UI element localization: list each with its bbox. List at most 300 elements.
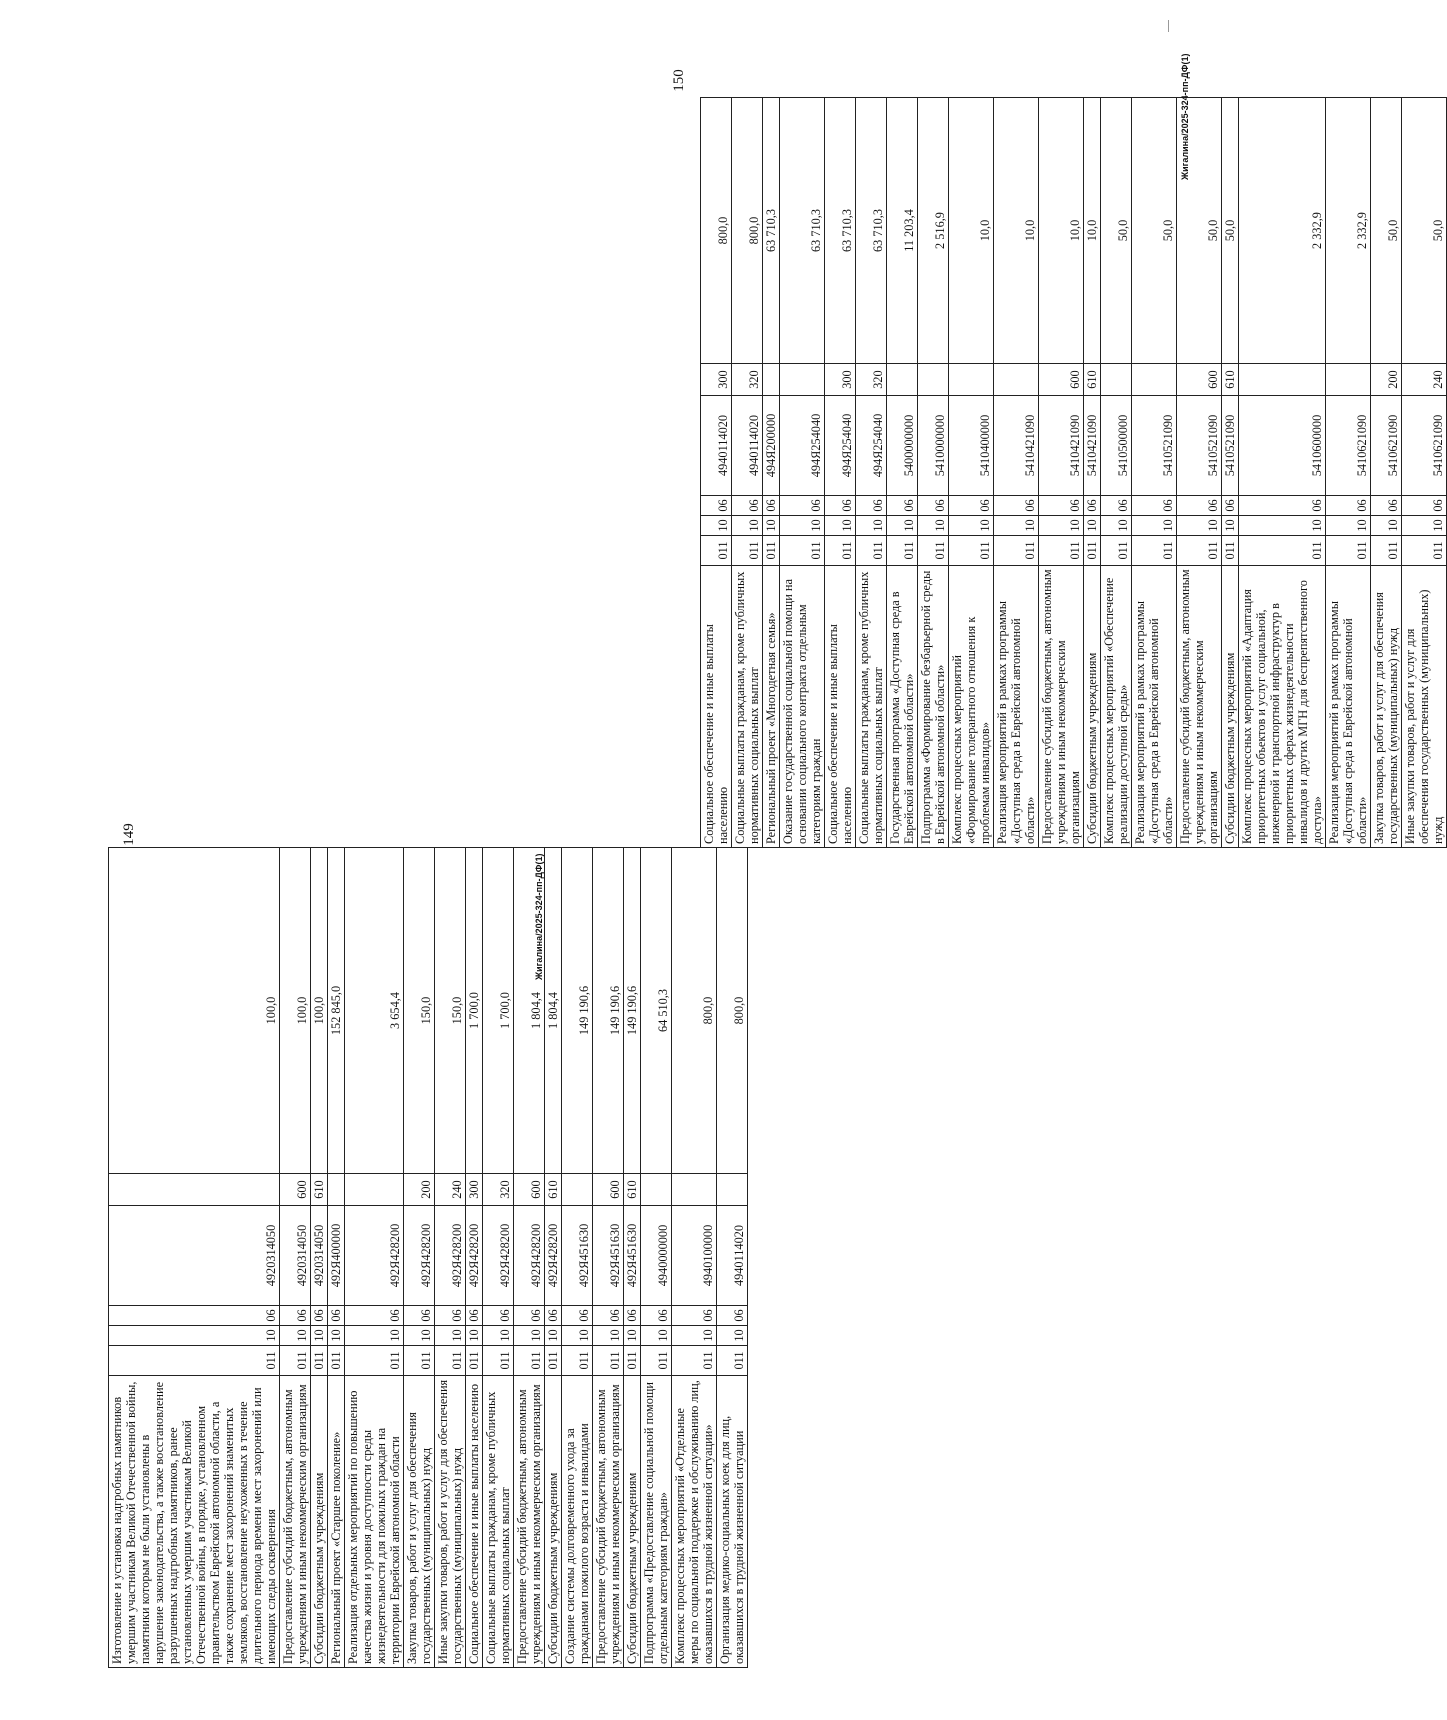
row-pr: 06	[641, 1306, 672, 1326]
row-grbs: 011	[1371, 536, 1402, 566]
row-sum: 50,0	[1101, 98, 1132, 364]
row-vr	[328, 1174, 345, 1206]
row-pr: 06	[1402, 496, 1447, 516]
footer-left: Жигалина/2025-324-пп-ДФ(1)	[534, 853, 544, 980]
row-pr: 06	[763, 496, 780, 516]
row-grbs: 011	[672, 1346, 717, 1376]
row-name: Социальное обеспечение и иные выплаты населению	[466, 1376, 483, 1668]
row-pr: 06	[435, 1306, 466, 1326]
row-sum: 100,0	[280, 848, 311, 1174]
row-pr: 06	[1222, 496, 1239, 516]
table-row	[672, 848, 717, 1668]
row-pr: 06	[1239, 496, 1326, 516]
row-sum: 63 710,3	[825, 98, 856, 364]
row-pr: 06	[545, 1306, 562, 1326]
row-csr: 492Я428200	[345, 1206, 404, 1306]
row-rz: 10	[1132, 516, 1177, 536]
row-grbs: 011	[701, 536, 732, 566]
row-sum: 100,0	[311, 848, 328, 1174]
row-name: Социальное обеспечение и иные выплаты населению	[825, 566, 856, 848]
row-sum: 1 700,0	[483, 848, 514, 1174]
row-vr	[887, 364, 918, 396]
row-pr: 06	[328, 1306, 345, 1326]
row-csr: 5410500000	[1101, 396, 1132, 496]
row-name: Предоставление субсидий бюджетным, автономным учреждениям и иным некоммерческим организациям	[280, 1376, 311, 1668]
row-pr: 06	[732, 496, 763, 516]
row-pr: 06	[994, 496, 1039, 516]
row-sum: 800,0	[672, 848, 717, 1174]
row-vr: 610	[311, 1174, 328, 1206]
row-grbs: 011	[1177, 536, 1222, 566]
row-sum: 149 190,6	[593, 848, 624, 1174]
row-csr: 5410400000	[949, 396, 994, 496]
row-vr: 610	[1222, 364, 1239, 396]
table-row	[1101, 98, 1132, 848]
row-sum: 800,0	[732, 98, 763, 364]
row-name: Региональный проект «Многодетная семья»	[763, 566, 780, 848]
table-row	[311, 848, 328, 1668]
row-vr	[994, 364, 1039, 396]
row-name: Социальное обеспечение и иные выплаты населению	[701, 566, 732, 848]
row-pr: 06	[1084, 496, 1101, 516]
row-vr: 200	[404, 1174, 435, 1206]
row-vr: 610	[1084, 364, 1101, 396]
row-csr: 4940100000	[672, 1206, 717, 1306]
row-csr: 492Я451630	[562, 1206, 593, 1306]
row-grbs: 011	[514, 1346, 545, 1376]
row-name: Социальные выплаты гражданам, кроме публичных нормативных социальных выплат	[483, 1376, 514, 1668]
row-csr: 492Я451630	[624, 1206, 641, 1306]
row-name: Реализация мероприятий в рамках программы «Доступная среда в Еврейской автономной области»	[1132, 566, 1177, 848]
row-name: Субсидии бюджетным учреждениям	[311, 1376, 328, 1668]
row-sum: 2 332,9	[1326, 98, 1371, 364]
row-pr: 06	[672, 1306, 717, 1326]
row-sum: 10,0	[949, 98, 994, 364]
row-vr: 610	[624, 1174, 641, 1206]
row-pr: 06	[466, 1306, 483, 1326]
row-vr: 320	[483, 1174, 514, 1206]
table-row	[763, 98, 780, 848]
row-rz: 10	[641, 1326, 672, 1346]
row-vr: 320	[856, 364, 887, 396]
row-vr	[345, 1174, 404, 1206]
row-pr: 06	[1177, 496, 1222, 516]
row-vr: 320	[732, 364, 763, 396]
row-name: Реализация мероприятий в рамках программы «Доступная среда в Еврейской автономной области»	[994, 566, 1039, 848]
row-name: Субсидии бюджетным учреждениям	[1222, 566, 1239, 848]
row-csr: 494Я254040	[780, 396, 825, 496]
table-row	[1239, 98, 1326, 848]
row-csr: 4920314050	[280, 1206, 311, 1306]
row-rz: 10	[466, 1326, 483, 1346]
row-pr: 06	[483, 1306, 514, 1326]
row-name: Предоставление субсидий бюджетным, автономным учреждениям и иным некоммерческим организациям	[1039, 566, 1084, 848]
row-csr: 492Я428200	[483, 1206, 514, 1306]
row-pr: 06	[1371, 496, 1402, 516]
budget-table	[108, 847, 748, 1668]
row-name: Подпрограмма «Формирование безбарьерной среды в Еврейской автономной области»	[918, 566, 949, 848]
row-grbs: 011	[593, 1346, 624, 1376]
row-rz: 10	[562, 1326, 593, 1346]
row-sum: 63 710,3	[763, 98, 780, 364]
row-csr: 5410421090	[1084, 396, 1101, 496]
row-pr: 06	[1132, 496, 1177, 516]
row-sum: 100,0	[109, 848, 280, 1174]
row-csr: 5410000000	[918, 396, 949, 496]
row-csr: 5410421090	[1039, 396, 1084, 496]
row-rz: 10	[918, 516, 949, 536]
row-csr: 5400000000	[887, 396, 918, 496]
row-sum: 50,0	[1371, 98, 1402, 364]
row-vr: 300	[701, 364, 732, 396]
row-name: Комплекс процессных мероприятий «Отдельные меры по социальной поддержке и обслуживанию лиц, оказавшихся в трудной жизненной ситуации»	[672, 1376, 717, 1668]
row-sum: 11 203,4	[887, 98, 918, 364]
table-row	[825, 98, 856, 848]
row-rz: 10	[1222, 516, 1239, 536]
row-vr: 300	[466, 1174, 483, 1206]
table-row	[780, 98, 825, 848]
table-row	[918, 98, 949, 848]
row-pr: 06	[825, 496, 856, 516]
row-rz: 10	[514, 1326, 545, 1346]
table-row	[562, 848, 593, 1668]
row-name: Оказание государственной социальной помощи на основании социального контракта отдельным категориям граждан	[780, 566, 825, 848]
table-row	[545, 848, 562, 1668]
row-rz: 10	[1239, 516, 1326, 536]
row-grbs: 011	[994, 536, 1039, 566]
row-name: Субсидии бюджетным учреждениям	[1084, 566, 1101, 848]
row-rz: 10	[1101, 516, 1132, 536]
row-vr	[717, 1174, 748, 1206]
row-name: Реализация отдельных мероприятий по повышению качества жизни и уровня доступности среды жизнедеятельности для пожилых граждан на территории Еврейской автономной области	[345, 1376, 404, 1668]
row-csr: 4920314050	[109, 1206, 280, 1306]
footer-right: Жигалина/2025-324-пп-ДФ(1)	[1180, 53, 1190, 180]
row-csr: 492Я428200	[466, 1206, 483, 1306]
row-csr: 4940114020	[701, 396, 732, 496]
table-row	[593, 848, 624, 1668]
row-grbs: 011	[562, 1346, 593, 1376]
row-pr: 06	[404, 1306, 435, 1326]
row-rz: 10	[483, 1326, 514, 1346]
row-sum: 10,0	[1084, 98, 1101, 364]
row-pr: 06	[949, 496, 994, 516]
table-row	[109, 848, 280, 1668]
row-vr: 600	[1039, 364, 1084, 396]
row-name: Закупка товаров, работ и услуг для обеспечения государственных (муниципальных) нужд	[404, 1376, 435, 1668]
row-name: Организация медико-социальных коек для лиц, оказавшихся в трудной жизненной ситуации	[717, 1376, 748, 1668]
row-rz: 10	[763, 516, 780, 536]
row-name: Социальные выплаты гражданам, кроме публичных нормативных социальных выплат	[856, 566, 887, 848]
row-name: Региональный проект «Старшее поколение»	[328, 1376, 345, 1668]
row-grbs: 011	[825, 536, 856, 566]
table-row	[1371, 98, 1402, 848]
row-sum: 149 190,6	[562, 848, 593, 1174]
row-csr: 5410600000	[1239, 396, 1326, 496]
row-rz: 10	[856, 516, 887, 536]
row-sum: 63 710,3	[856, 98, 887, 364]
row-grbs: 011	[1101, 536, 1132, 566]
budget-table	[700, 97, 1447, 848]
row-grbs: 011	[717, 1346, 748, 1376]
row-grbs: 011	[1239, 536, 1326, 566]
row-name: Субсидии бюджетным учреждениям	[624, 1376, 641, 1668]
row-name: Предоставление субсидий бюджетным, автономным учреждениям и иным некоммерческим организациям	[514, 1376, 545, 1668]
row-pr: 06	[624, 1306, 641, 1326]
row-grbs: 011	[1132, 536, 1177, 566]
row-vr	[763, 364, 780, 396]
row-grbs: 011	[732, 536, 763, 566]
row-vr	[562, 1174, 593, 1206]
table-row	[483, 848, 514, 1668]
row-grbs: 011	[1084, 536, 1101, 566]
row-name: Подпрограмма «Предоставление социальной помощи отдельным категориям граждан»	[641, 1376, 672, 1668]
row-csr: 4940114020	[717, 1206, 748, 1306]
row-sum: 150,0	[435, 848, 466, 1174]
row-pr: 06	[918, 496, 949, 516]
row-csr: 494Я254040	[825, 396, 856, 496]
row-grbs: 011	[435, 1346, 466, 1376]
row-pr: 06	[1326, 496, 1371, 516]
row-name: Создание системы долговременного ухода за гражданами пожилого возраста и инвалидами	[562, 1376, 593, 1668]
row-csr: 492Я451630	[593, 1206, 624, 1306]
row-grbs: 011	[856, 536, 887, 566]
row-csr: 494Я200000	[763, 396, 780, 496]
row-sum: 10,0	[1039, 98, 1084, 364]
row-sum: 64 510,3	[641, 848, 672, 1174]
row-vr: 610	[545, 1174, 562, 1206]
row-grbs: 011	[404, 1346, 435, 1376]
row-csr: 4920314050	[311, 1206, 328, 1306]
row-name: Субсидии бюджетным учреждениям	[545, 1376, 562, 1668]
row-grbs: 011	[545, 1346, 562, 1376]
row-grbs: 011	[328, 1346, 345, 1376]
row-rz: 10	[1084, 516, 1101, 536]
row-name: Предоставление субсидий бюджетным, автономным учреждениям и иным некоммерческим организациям	[593, 1376, 624, 1668]
row-rz: 10	[345, 1326, 404, 1346]
row-rz: 10	[545, 1326, 562, 1346]
row-grbs: 011	[1402, 536, 1447, 566]
row-pr: 06	[1039, 496, 1084, 516]
row-rz: 10	[328, 1326, 345, 1346]
row-vr: 200	[1371, 364, 1402, 396]
row-pr: 06	[701, 496, 732, 516]
row-name: Иные закупки товаров, работ и услуг для обеспечения государственных (муниципальных) нужд	[1402, 566, 1447, 848]
row-grbs: 011	[624, 1346, 641, 1376]
row-rz: 10	[109, 1326, 280, 1346]
row-pr: 06	[1101, 496, 1132, 516]
row-name: Комплекс процессных мероприятий «Формирование толерантного отношения к проблемам инвалидов»	[949, 566, 994, 848]
row-name: Комплекс процессных мероприятий «Обеспечение реализации доступной среды»	[1101, 566, 1132, 848]
row-name: Государственная программа «Доступная среда в Еврейской автономной области»	[887, 566, 918, 848]
row-rz: 10	[994, 516, 1039, 536]
row-vr	[641, 1174, 672, 1206]
row-sum: 50,0	[1177, 98, 1222, 364]
row-sum: 63 710,3	[780, 98, 825, 364]
row-vr: 300	[825, 364, 856, 396]
row-csr: 5410621090	[1402, 396, 1447, 496]
table-row	[717, 848, 748, 1668]
table-row	[466, 848, 483, 1668]
row-vr: 600	[593, 1174, 624, 1206]
row-sum: 150,0	[404, 848, 435, 1174]
row-sum: 3 654,4	[345, 848, 404, 1174]
row-rz: 10	[701, 516, 732, 536]
row-csr: 5410521090	[1132, 396, 1177, 496]
row-vr	[918, 364, 949, 396]
row-grbs: 011	[466, 1346, 483, 1376]
row-sum: 152 845,0	[328, 848, 345, 1174]
row-rz: 10	[887, 516, 918, 536]
row-vr	[780, 364, 825, 396]
table-row	[1222, 98, 1239, 848]
row-vr	[1239, 364, 1326, 396]
row-grbs: 011	[311, 1346, 328, 1376]
row-vr: 240	[435, 1174, 466, 1206]
row-rz: 10	[717, 1326, 748, 1346]
row-vr	[1101, 364, 1132, 396]
row-pr: 06	[280, 1306, 311, 1326]
row-vr	[109, 1174, 280, 1206]
table-row	[328, 848, 345, 1668]
row-csr: 4940114020	[732, 396, 763, 496]
table-row	[994, 98, 1039, 848]
row-sum: 1 804,4	[514, 848, 545, 1174]
row-pr: 06	[856, 496, 887, 516]
row-pr: 06	[514, 1306, 545, 1326]
row-vr	[1132, 364, 1177, 396]
table-row	[701, 98, 732, 848]
row-grbs: 011	[887, 536, 918, 566]
table-row	[624, 848, 641, 1668]
row-sum: 50,0	[1222, 98, 1239, 364]
row-sum: 1 804,4	[545, 848, 562, 1174]
row-grbs: 011	[918, 536, 949, 566]
table-row	[949, 98, 994, 848]
row-name: Комплекс процессных мероприятий «Адаптация приоритетных объектов и услуг социальной, инженерной и транспортной инфраструктур в приоритетных сферах жизнедеятельности инвалидов и других МГН для беспрепятственного доступа»	[1239, 566, 1326, 848]
row-vr: 600	[514, 1174, 545, 1206]
row-rz: 10	[593, 1326, 624, 1346]
table-row	[1132, 98, 1177, 848]
table-row	[1177, 98, 1222, 848]
row-pr: 06	[717, 1306, 748, 1326]
row-rz: 10	[949, 516, 994, 536]
row-pr: 06	[109, 1306, 280, 1326]
table-row	[1084, 98, 1101, 848]
row-name: Предоставление субсидий бюджетным, автономным учреждениям и иным некоммерческим организациям	[1177, 566, 1222, 848]
budget-table-right	[700, 98, 1447, 848]
row-csr: 5410521090	[1177, 396, 1222, 496]
row-csr: 5410621090	[1326, 396, 1371, 496]
row-grbs: 011	[109, 1346, 280, 1376]
budget-table-left	[108, 848, 748, 1668]
row-pr: 06	[311, 1306, 328, 1326]
row-rz: 10	[280, 1326, 311, 1346]
row-csr: 5410421090	[994, 396, 1039, 496]
row-pr: 06	[345, 1306, 404, 1326]
row-pr: 06	[887, 496, 918, 516]
row-grbs: 011	[780, 536, 825, 566]
row-sum: 10,0	[994, 98, 1039, 364]
row-vr	[1326, 364, 1371, 396]
row-csr: 5410621090	[1371, 396, 1402, 496]
table-row	[641, 848, 672, 1668]
table-row	[345, 848, 404, 1668]
row-name: Закупка товаров, работ и услуг для обеспечения государственных (муниципальных) нужд	[1371, 566, 1402, 848]
row-rz: 10	[1402, 516, 1447, 536]
row-rz: 10	[672, 1326, 717, 1346]
row-grbs: 011	[483, 1346, 514, 1376]
page-number-right: 150	[670, 69, 687, 92]
row-vr	[672, 1174, 717, 1206]
scan-mark	[1168, 20, 1169, 32]
row-csr: 494Я254040	[856, 396, 887, 496]
row-sum: 1 700,0	[466, 848, 483, 1174]
row-csr: 5410521090	[1222, 396, 1239, 496]
row-rz: 10	[435, 1326, 466, 1346]
row-pr: 06	[593, 1306, 624, 1326]
table-row	[1326, 98, 1371, 848]
row-vr	[949, 364, 994, 396]
row-vr: 600	[280, 1174, 311, 1206]
row-csr: 4940000000	[641, 1206, 672, 1306]
row-rz: 10	[732, 516, 763, 536]
row-csr: 492Я400000	[328, 1206, 345, 1306]
row-rz: 10	[311, 1326, 328, 1346]
table-row	[404, 848, 435, 1668]
row-rz: 10	[825, 516, 856, 536]
row-grbs: 011	[641, 1346, 672, 1376]
row-sum: 800,0	[701, 98, 732, 364]
row-csr: 492Я428200	[435, 1206, 466, 1306]
row-sum: 50,0	[1402, 98, 1447, 364]
row-pr: 06	[780, 496, 825, 516]
row-grbs: 011	[1222, 536, 1239, 566]
row-sum: 2 516,9	[918, 98, 949, 364]
row-csr: 492Я428200	[514, 1206, 545, 1306]
row-vr: 240	[1402, 364, 1447, 396]
row-name: Иные закупки товаров, работ и услуг для обеспечения государственных (муниципальных) нужд	[435, 1376, 466, 1668]
row-grbs: 011	[949, 536, 994, 566]
row-csr: 492Я428200	[404, 1206, 435, 1306]
row-sum: 50,0	[1132, 98, 1177, 364]
table-row	[856, 98, 887, 848]
row-sum: 2 332,9	[1239, 98, 1326, 364]
row-grbs: 011	[280, 1346, 311, 1376]
table-row	[887, 98, 918, 848]
table-row	[732, 98, 763, 848]
row-csr: 492Я428200	[545, 1206, 562, 1306]
row-rz: 10	[404, 1326, 435, 1346]
row-sum: 800,0	[717, 848, 748, 1174]
row-vr: 600	[1177, 364, 1222, 396]
row-sum: 149 190,6	[624, 848, 641, 1174]
row-name: Социальные выплаты гражданам, кроме публичных нормативных социальных выплат	[732, 566, 763, 848]
row-grbs: 011	[345, 1346, 404, 1376]
table-row	[1402, 98, 1447, 848]
row-name: Реализация мероприятий в рамках программы «Доступная среда в Еврейской автономной области»	[1326, 566, 1371, 848]
row-rz: 10	[1371, 516, 1402, 536]
row-grbs: 011	[763, 536, 780, 566]
table-row	[1039, 98, 1084, 848]
row-rz: 10	[1326, 516, 1371, 536]
row-rz: 10	[1039, 516, 1084, 536]
row-grbs: 011	[1039, 536, 1084, 566]
page-number-left: 149	[120, 823, 137, 846]
row-rz: 10	[780, 516, 825, 536]
row-rz: 10	[624, 1326, 641, 1346]
row-pr: 06	[562, 1306, 593, 1326]
table-row	[435, 848, 466, 1668]
